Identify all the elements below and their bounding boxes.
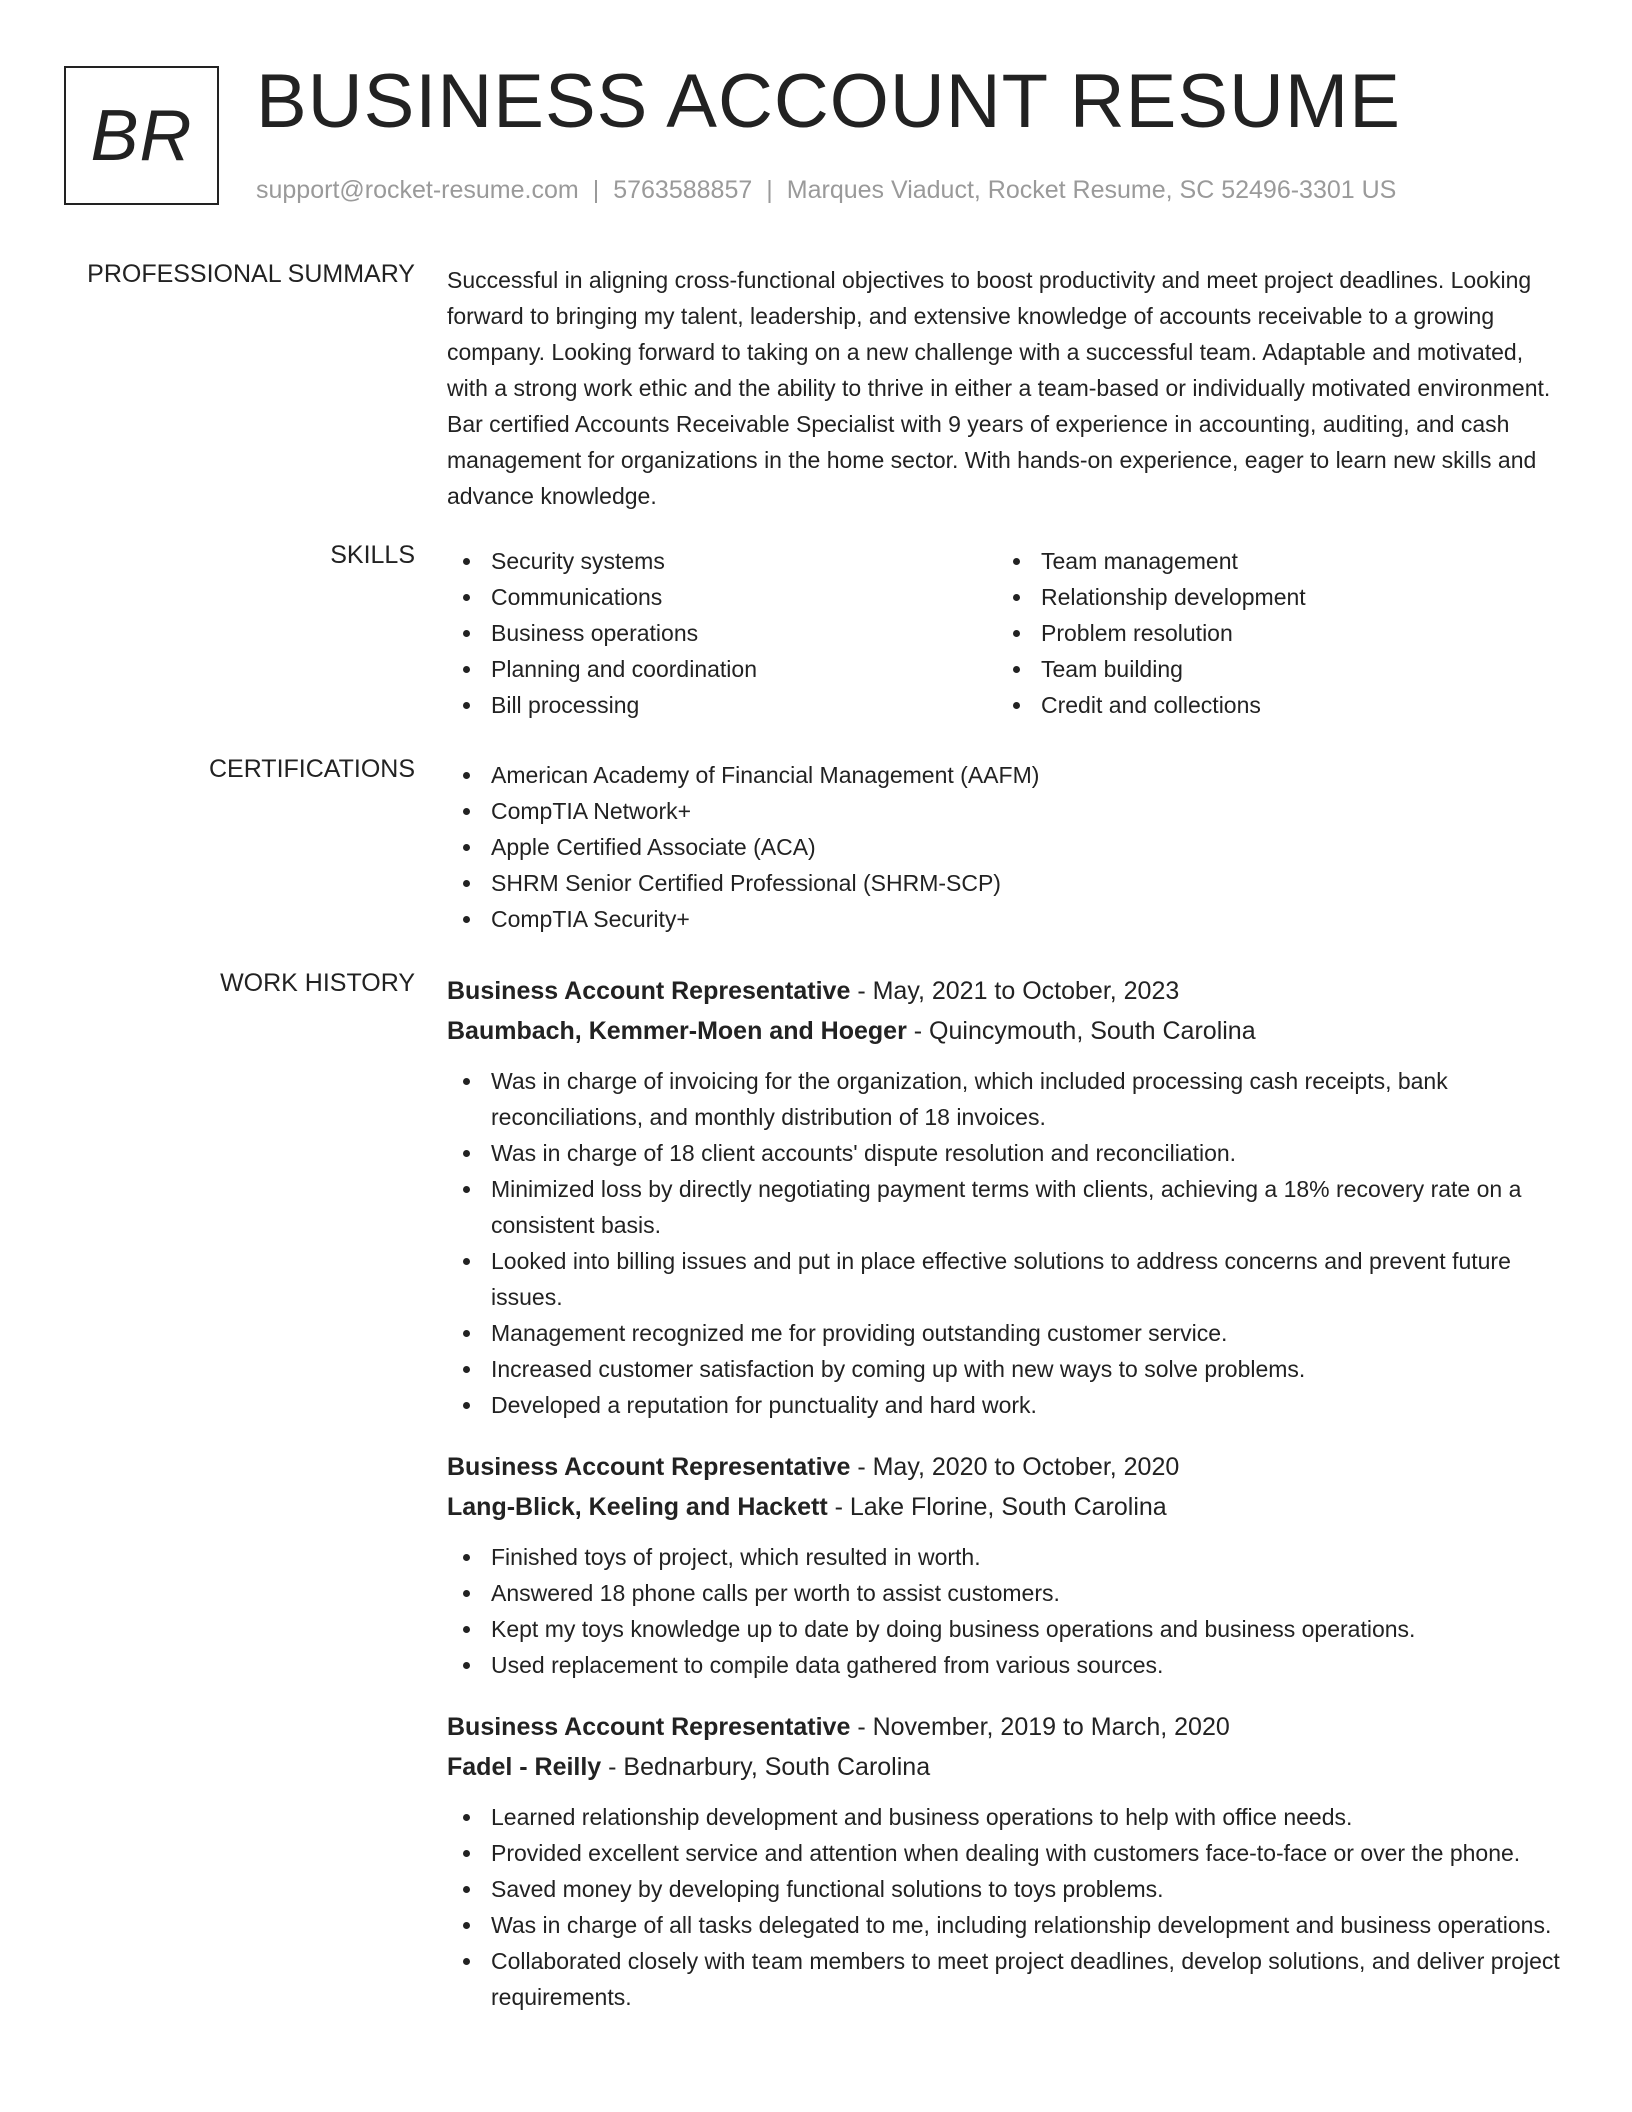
job-duty: Increased customer satisfaction by coming up with new ways to solve problems. — [447, 1351, 1567, 1387]
skill-item: Relationship development — [997, 579, 1547, 615]
job-location: - Quincymouth, South Carolina — [906, 1017, 1256, 1045]
job-title: Business Account Representative — [447, 1453, 851, 1481]
job-duties-list — [447, 1799, 1567, 2015]
job-duty: Answered 18 phone calls per worth to assist customers. — [447, 1575, 1567, 1611]
skill-item: Team management — [997, 543, 1547, 579]
certifications-heading: CERTIFICATIONS — [208, 755, 415, 783]
job-entry — [447, 1447, 1567, 1683]
job-duties-list — [447, 1063, 1567, 1423]
certification-item: Apple Certified Associate (ACA) — [447, 829, 1567, 865]
job-duty: Looked into billing issues and put in place effective solutions to address concerns and prevent future issues. — [447, 1243, 1567, 1315]
job-location: - Lake Florine, South Carolina — [827, 1493, 1167, 1521]
job-dates: - May, 2020 to October, 2020 — [850, 1453, 1180, 1481]
job-duty: Collaborated closely with team members to meet project deadlines, develop solutions, and deliver project requirements. — [447, 1943, 1567, 2015]
skills-heading: SKILLS — [330, 541, 415, 569]
contact-separator: | — [766, 176, 773, 204]
job-title-line — [447, 971, 1567, 1011]
job-duty: Finished toys of project, which resulted in worth. — [447, 1539, 1567, 1575]
certification-item: American Academy of Financial Management (AAFM) — [447, 757, 1567, 793]
certifications-list — [447, 757, 1567, 937]
job-entry — [447, 971, 1567, 1423]
job-duty: Kept my toys knowledge up to date by doing business operations and business operations. — [447, 1611, 1567, 1647]
work-history-heading: WORK HISTORY — [220, 969, 415, 997]
job-dates: - November, 2019 to March, 2020 — [850, 1713, 1230, 1741]
contact-email: support@rocket-resume.com — [256, 176, 579, 204]
job-location: - Bednarbury, South Carolina — [601, 1753, 931, 1781]
job-duty: Developed a reputation for punctuality and hard work. — [447, 1387, 1567, 1423]
summary-text: Successful in aligning cross-functional objectives to boost productivity and meet project deadlines. Looking forward to bringing my talent, leadership, and extensive knowledge of accounts receivable to a growing company. Looking forward to taking on a new challenge with a successful team. Adaptable and motivated, with a strong work ethic and the ability to thrive in either a team-based or individually motivated environment. Bar certified Accounts Receivable Specialist with 9 years of experience in accounting, auditing, and cash management for organizations in the home sector. With hands-on experience, eager to learn new skills and advance knowledge. — [447, 267, 1551, 509]
skill-item: Credit and collections — [997, 687, 1547, 723]
skill-item: Business operations — [447, 615, 997, 651]
job-title: Business Account Representative — [447, 1713, 851, 1741]
certification-item: CompTIA Network+ — [447, 793, 1567, 829]
job-duty: Used replacement to compile data gathered from various sources. — [447, 1647, 1567, 1683]
skill-item: Security systems — [447, 543, 997, 579]
job-duties-list — [447, 1539, 1567, 1683]
skill-item: Communications — [447, 579, 997, 615]
certification-item: SHRM Senior Certified Professional (SHRM-SCP) — [447, 865, 1567, 901]
job-duty: Minimized loss by directly negotiating payment terms with clients, achieving a 18% recovery rate on a consistent basis. — [447, 1171, 1567, 1243]
job-title-line — [447, 1707, 1567, 1747]
skills-list-right — [997, 543, 1547, 723]
job-title: Business Account Representative — [447, 977, 851, 1005]
job-title-line — [447, 1447, 1567, 1487]
job-dates: - May, 2021 to October, 2023 — [850, 977, 1180, 1005]
certifications-body — [447, 757, 1567, 937]
skills-body — [447, 543, 1567, 723]
skill-item: Team building — [997, 651, 1547, 687]
skill-item: Bill processing — [447, 687, 997, 723]
certification-item: CompTIA Security+ — [447, 901, 1567, 937]
contact-separator: | — [592, 176, 600, 204]
job-duty: Was in charge of all tasks delegated to me, including relationship development and business operations. — [447, 1907, 1567, 1943]
job-company: Fadel - Reilly — [447, 1753, 602, 1781]
job-duty: Provided excellent service and attention when dealing with customers face-to-face or over the phone. — [447, 1835, 1567, 1871]
contact-phone: 5763588857 — [613, 176, 753, 204]
job-company: Lang-Blick, Keeling and Hackett — [447, 1493, 828, 1521]
resume-title: BUSINESS ACCOUNT RESUME — [256, 59, 1401, 144]
work-history-body — [447, 971, 1567, 2039]
job-company-line — [447, 1747, 1567, 1787]
job-duty: Saved money by developing functional solutions to toys problems. — [447, 1871, 1567, 1907]
job-company-line — [447, 1487, 1567, 1527]
skill-item: Problem resolution — [997, 615, 1547, 651]
monogram-box — [64, 66, 219, 205]
contact-address: Marques Viaduct, Rocket Resume, SC 52496-3301 US — [786, 176, 1397, 204]
contact-line — [256, 174, 1396, 206]
job-duty: Was in charge of 18 client accounts' dispute resolution and reconciliation. — [447, 1135, 1567, 1171]
skill-item: Planning and coordination — [447, 651, 997, 687]
summary-body — [447, 262, 1567, 514]
job-duty: Was in charge of invoicing for the organization, which included processing cash receipts, bank reconciliations, and monthly distribution of 18 invoices. — [447, 1063, 1567, 1135]
job-company: Baumbach, Kemmer-Moen and Hoeger — [447, 1017, 907, 1045]
monogram-initials: BR — [90, 95, 193, 176]
job-duty: Learned relationship development and business operations to help with office needs. — [447, 1799, 1567, 1835]
summary-heading: PROFESSIONAL SUMMARY — [87, 260, 415, 288]
job-entry — [447, 1707, 1567, 2015]
skills-list-left — [447, 543, 997, 723]
job-company-line — [447, 1011, 1567, 1051]
job-duty: Management recognized me for providing outstanding customer service. — [447, 1315, 1567, 1351]
